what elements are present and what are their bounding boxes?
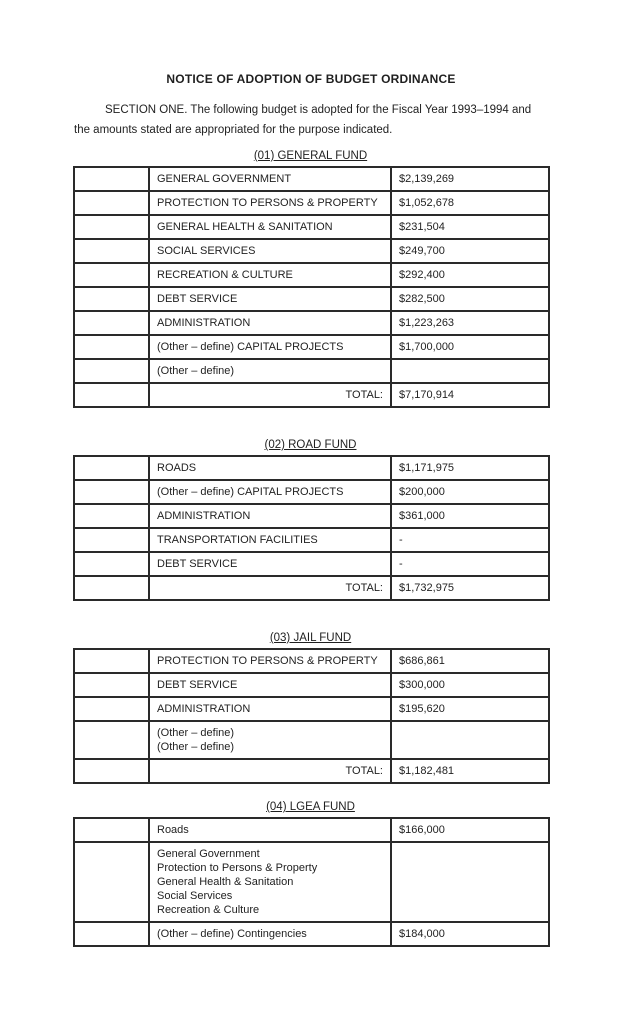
table-row xyxy=(74,456,549,480)
blank-cell xyxy=(74,922,149,946)
fund-section-jail xyxy=(73,632,548,784)
table-row xyxy=(74,504,549,528)
amount-cell: $292,400 xyxy=(391,263,549,287)
category-line: General Health & Sanitation xyxy=(157,876,294,888)
category-cell: GENERAL GOVERNMENT xyxy=(149,167,391,191)
blank-cell xyxy=(74,215,149,239)
category-cell: RECREATION & CULTURE xyxy=(149,263,391,287)
fund-section-general xyxy=(73,150,548,408)
blank-cell xyxy=(74,842,149,922)
blank-cell xyxy=(74,359,149,383)
amount-cell: $166,000 xyxy=(391,818,549,842)
amount-cell: $361,000 xyxy=(391,504,549,528)
blank-cell xyxy=(74,239,149,263)
category-line: General Government xyxy=(157,848,260,860)
amount-cell: $2,139,269 xyxy=(391,167,549,191)
amount-cell xyxy=(391,359,549,383)
blank-cell xyxy=(74,191,149,215)
total-label-cell: TOTAL: xyxy=(149,576,391,600)
blank-cell xyxy=(74,721,149,759)
table-row xyxy=(74,167,549,191)
total-amount-cell: $7,170,914 xyxy=(391,383,549,407)
category-cell xyxy=(149,842,391,922)
category-cell: ADMINISTRATION xyxy=(149,311,391,335)
blank-cell xyxy=(74,263,149,287)
fund-heading-road: (02) ROAD FUND xyxy=(264,439,357,451)
category-cell: PROTECTION TO PERSONS & PROPERTY xyxy=(149,649,391,673)
total-amount-cell: $1,732,975 xyxy=(391,576,549,600)
category-line: Social Services xyxy=(157,890,233,902)
blank-cell xyxy=(74,673,149,697)
amount-cell: $1,052,678 xyxy=(391,191,549,215)
amount-cell: - xyxy=(391,528,549,552)
category-cell: (Other – define) Contingencies xyxy=(149,922,391,946)
category-cell: (Other – define) xyxy=(149,359,391,383)
fund-heading-lgea: (04) LGEA FUND xyxy=(266,801,355,813)
blank-cell xyxy=(74,167,149,191)
amount-cell xyxy=(391,721,549,759)
fund-heading-general: (01) GENERAL FUND xyxy=(253,150,368,162)
total-row xyxy=(74,383,549,407)
blank-cell xyxy=(74,759,149,783)
amount-cell: $282,500 xyxy=(391,287,549,311)
blank-cell xyxy=(74,335,149,359)
table-row xyxy=(74,922,549,946)
page-title: NOTICE OF ADOPTION OF BUDGET ORDINANCE xyxy=(166,72,456,86)
amount-cell: $249,700 xyxy=(391,239,549,263)
intro-paragraph: SECTION ONE. The following budget is adopted for the Fiscal Year 1993–1994 and the amounts stated are appropriated for the purpose indicated. xyxy=(74,104,532,136)
budget-table-lgea xyxy=(73,817,550,947)
amount-cell: $231,504 xyxy=(391,215,549,239)
fund-section-lgea xyxy=(73,801,548,947)
category-cell: (Other – define) CAPITAL PROJECTS xyxy=(149,480,391,504)
table-row xyxy=(74,552,549,576)
amount-cell: - xyxy=(391,552,549,576)
amount-cell: $300,000 xyxy=(391,673,549,697)
table-row xyxy=(74,673,549,697)
budget-table-general xyxy=(73,166,550,408)
amount-cell: $1,171,975 xyxy=(391,456,549,480)
amount-cell: $200,000 xyxy=(391,480,549,504)
amount-cell: $1,223,263 xyxy=(391,311,549,335)
blank-cell xyxy=(74,456,149,480)
category-line: (Other – define) xyxy=(157,727,235,739)
amount-cell: $184,000 xyxy=(391,922,549,946)
category-cell: TRANSPORTATION FACILITIES xyxy=(149,528,391,552)
amount-cell: $195,620 xyxy=(391,697,549,721)
total-row xyxy=(74,759,549,783)
budget-table-jail xyxy=(73,648,550,784)
category-cell: ADMINISTRATION xyxy=(149,697,391,721)
blank-cell xyxy=(74,528,149,552)
blank-cell xyxy=(74,311,149,335)
table-row xyxy=(74,649,549,673)
blank-cell xyxy=(74,383,149,407)
table-row xyxy=(74,359,549,383)
fund-section-road xyxy=(73,439,548,601)
blank-cell xyxy=(74,649,149,673)
amount-cell: $686,861 xyxy=(391,649,549,673)
category-cell: DEBT SERVICE xyxy=(149,552,391,576)
table-row xyxy=(74,215,549,239)
amount-cell xyxy=(391,842,549,922)
category-cell: DEBT SERVICE xyxy=(149,673,391,697)
category-line: Protection to Persons & Property xyxy=(157,862,318,874)
total-amount-cell: $1,182,481 xyxy=(391,759,549,783)
table-row xyxy=(74,480,549,504)
table-row xyxy=(74,239,549,263)
amount-cell: $1,700,000 xyxy=(391,335,549,359)
table-row xyxy=(74,528,549,552)
category-cell: GENERAL HEALTH & SANITATION xyxy=(149,215,391,239)
category-cell: DEBT SERVICE xyxy=(149,287,391,311)
table-row xyxy=(74,263,549,287)
category-cell: ADMINISTRATION xyxy=(149,504,391,528)
table-row xyxy=(74,697,549,721)
category-line: (Other – define) xyxy=(157,741,235,753)
category-cell: SOCIAL SERVICES xyxy=(149,239,391,263)
table-row xyxy=(74,191,549,215)
total-label-cell: TOTAL: xyxy=(149,383,391,407)
table-row xyxy=(74,287,549,311)
blank-cell xyxy=(74,818,149,842)
table-row xyxy=(74,721,549,759)
fund-heading-jail: (03) JAIL FUND xyxy=(269,632,352,644)
table-row xyxy=(74,818,549,842)
category-cell: (Other – define) CAPITAL PROJECTS xyxy=(149,335,391,359)
blank-cell xyxy=(74,504,149,528)
blank-cell xyxy=(74,480,149,504)
category-cell: PROTECTION TO PERSONS & PROPERTY xyxy=(149,191,391,215)
table-row xyxy=(74,335,549,359)
total-label-cell: TOTAL: xyxy=(149,759,391,783)
table-row xyxy=(74,842,549,922)
category-cell: ROADS xyxy=(149,456,391,480)
category-line: Recreation & Culture xyxy=(157,904,260,916)
blank-cell xyxy=(74,287,149,311)
category-cell xyxy=(149,721,391,759)
table-row xyxy=(74,311,549,335)
budget-table-road xyxy=(73,455,550,601)
total-row xyxy=(74,576,549,600)
blank-cell xyxy=(74,697,149,721)
blank-cell xyxy=(74,552,149,576)
blank-cell xyxy=(74,576,149,600)
category-cell: Roads xyxy=(149,818,391,842)
